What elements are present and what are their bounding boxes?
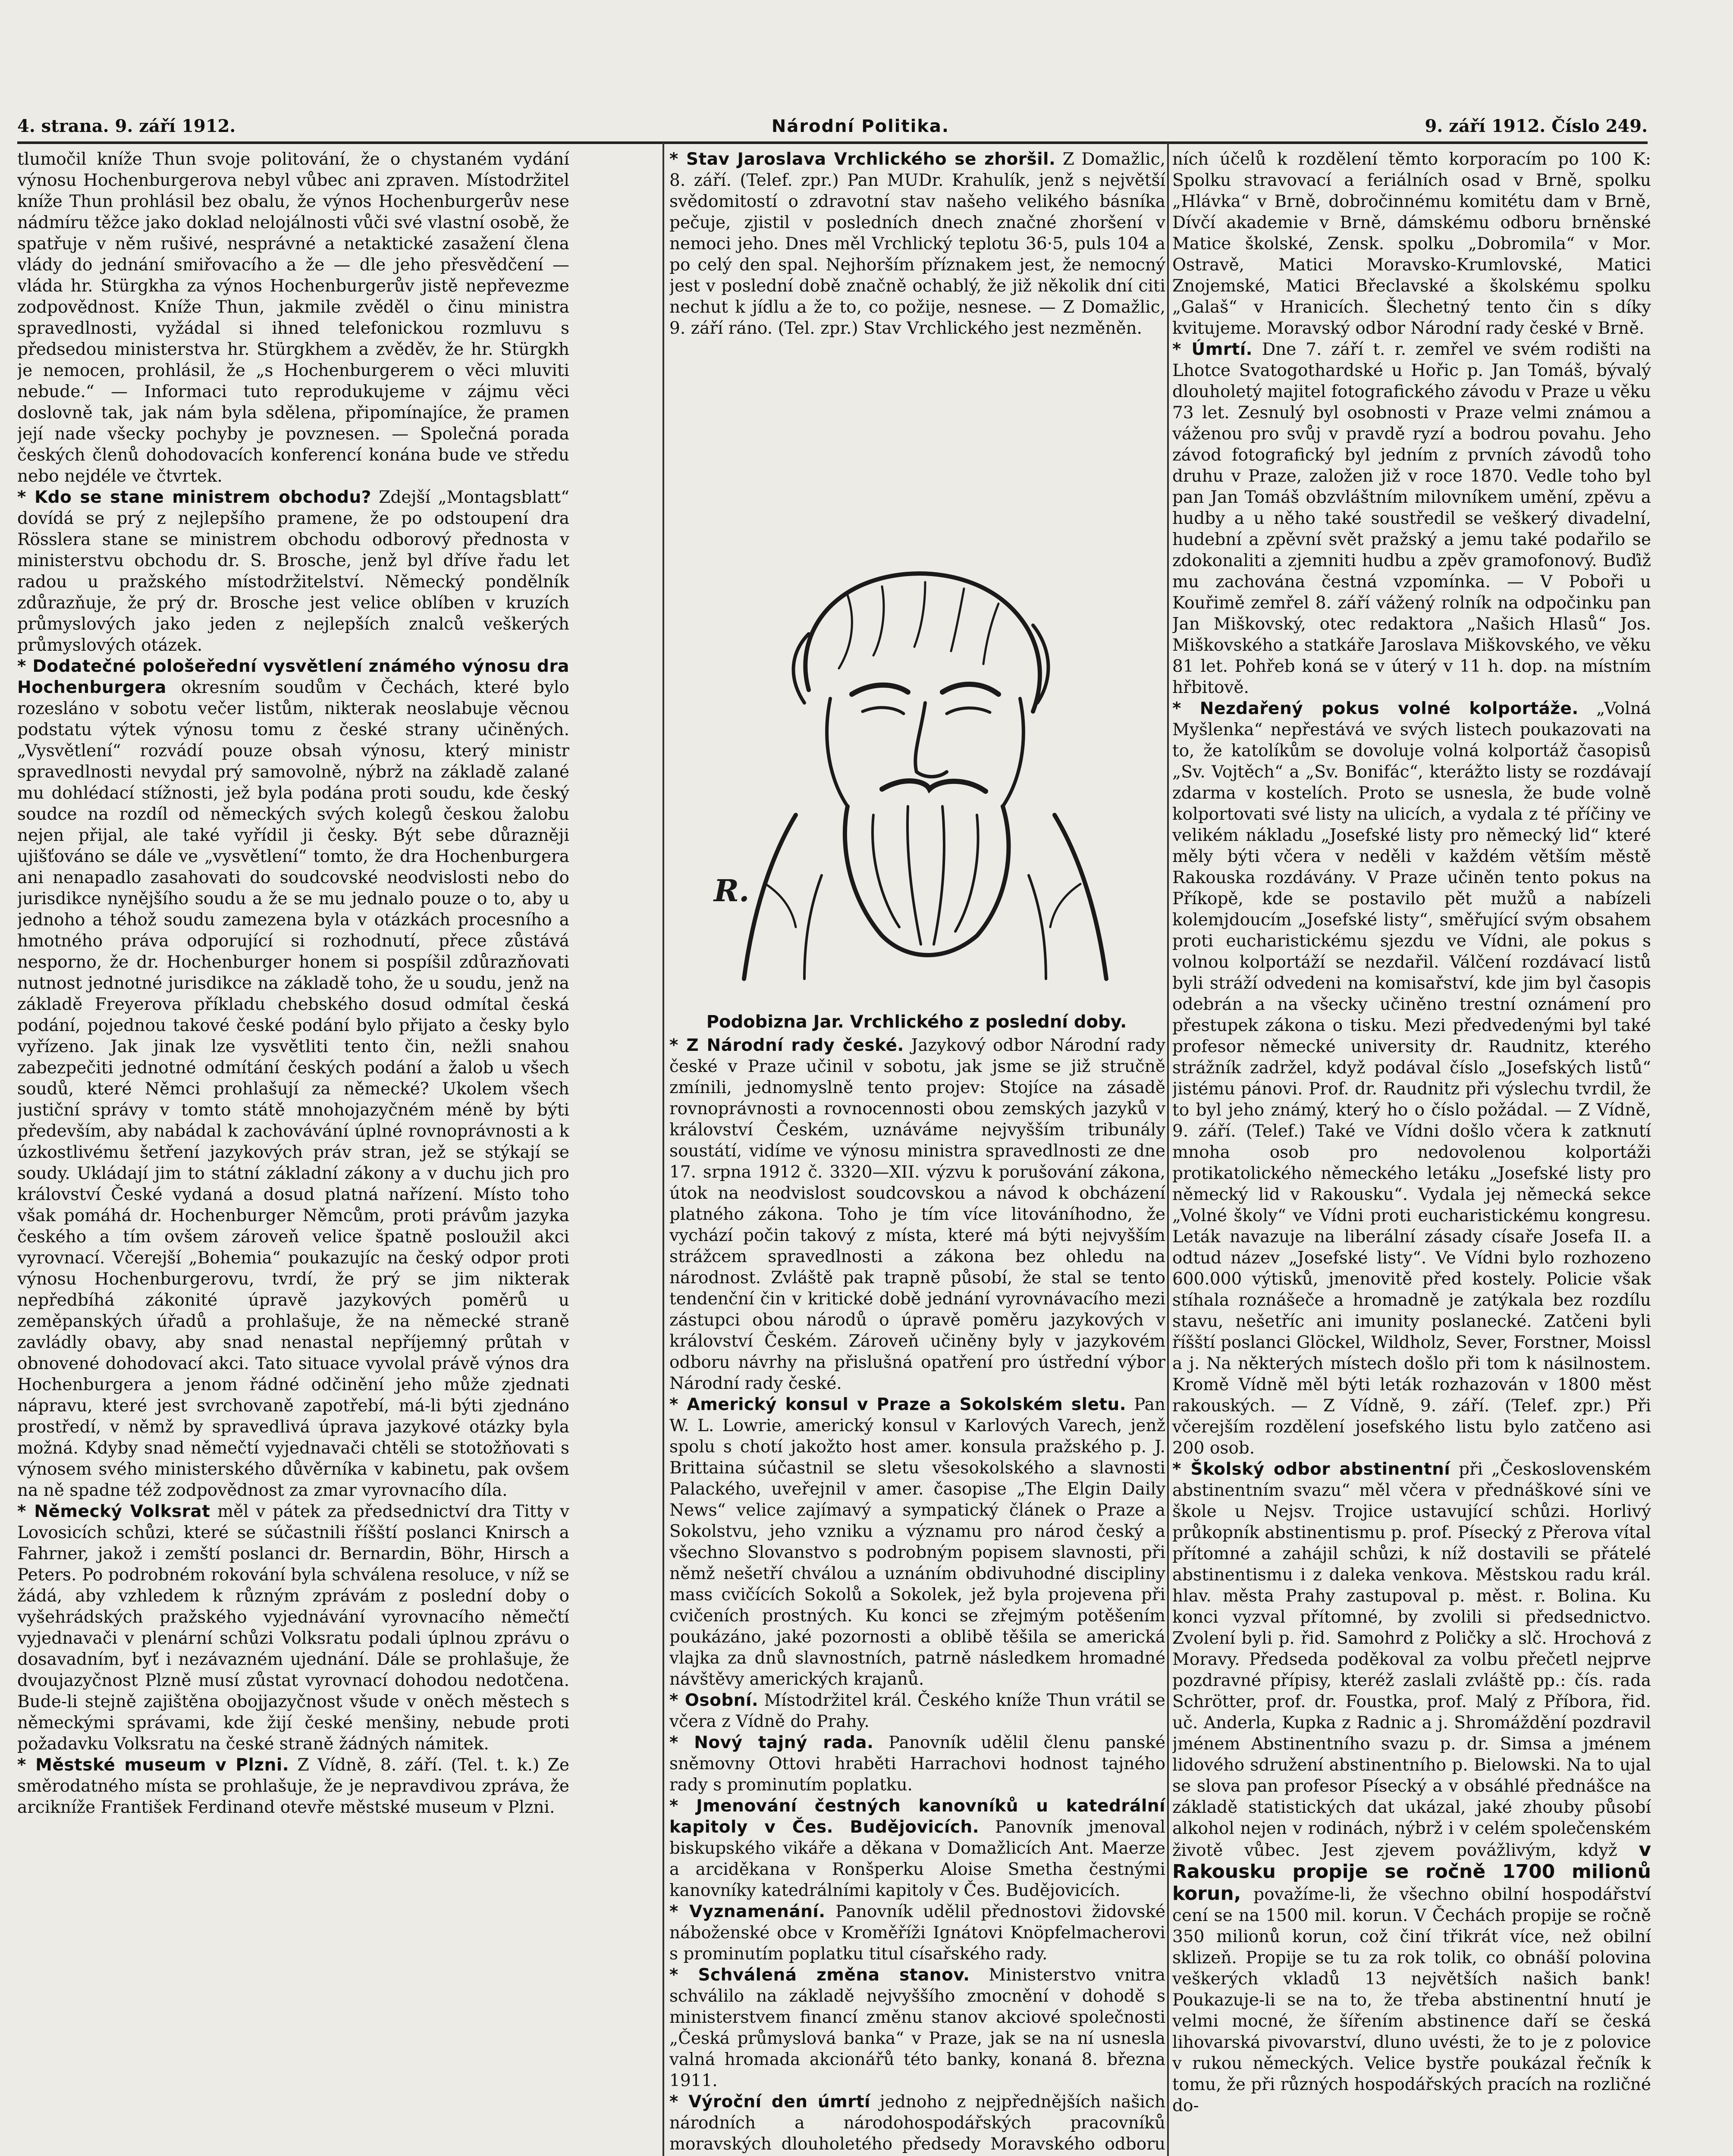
column-divider (1167, 142, 1169, 2156)
article-heading: * Osobní. (669, 1691, 759, 1710)
page-number-date: 4. strana. 9. září 1912. (17, 116, 236, 136)
article-heading: * Jmenování čestných kanovníků u katedrální kapitoly v Čes. Budějovicích. (669, 1796, 1165, 1837)
column-2-bottom (669, 1035, 1165, 2156)
article-heading: * Z Národní rady české. (669, 1036, 904, 1055)
issue-date-number: 9. září 1912. Číslo 249. (1425, 116, 1648, 136)
article-heading: * Dodatečné pološeřední vysvětlení známého výnosu dra Hochenburgera (17, 657, 569, 697)
article-heading: * Úmrtí. (1172, 340, 1253, 359)
page-header (17, 111, 1648, 141)
beard-outline (845, 806, 1009, 955)
column-divider (662, 142, 664, 2156)
article-heading: * Městské museum v Plzni. (17, 1755, 289, 1775)
article-heading: * Vyznamenání. (669, 1902, 826, 1921)
hair-outline (805, 573, 1040, 711)
article-paragraph: „Volná Myšlenka“ nepřestává ve svých listech poukazovati na to, že katolíkům se dovoluje volná kolportáž časopisů „Sv. Vojtěch“ a „Sv. Bonifác“, kterážto listy se rozdávají zdarma v kostelích. Proto se usnesla, že bude volně kolportovati své listy na ulicích, a vydala z té příčiny ve velikém nákladu „Josefské listy pro německý lid“ které měly býti včera v neděli v každém větším městě Rakouska rozdávány. V Praze učiněn tento pokus na Příkopě, kde se postavilo pět mužů a nabízeli kolemjdoucím „Josefské listy“, směřující svým obsahem proti eucharistickému sjezdu ve Vídni, ale pokus s volnou kolportáží se nezdařil. Válčení rozdávací listů byli stráží odvedeni na komisařství, kde jim byl časopis odebrán a na všecky učiněno trestní oznámení pro přestupek zákona o tisku. Mezi předvedenými byl také profesor německé university dr. Raudnitz, kterého strážník zadržel, když podával číslo „Josefských listů“ jistému pánovi. Prof. dr. Raudnitz při výslechu tvrdil, že to byl jeho známý, který ho o číslo požádal. — Z Vídně, 9. září. (Telef.) Také ve Vídni došlo včera k zatknutí mnoha osob pro nedovolenou kolportáži protikatolického německého letáku „Josefské listy pro německý lid v Rakousku“. Vydala jej německá sekce „Volné školy“ ve Vídni proti eucharistickému kongresu. Leták navazuje na liberální zásady císaře Josefa II. a odtud název „Josefské listy“. Ve Vídni bylo rozhozeno 600.000 výtisků, jmenovitě před kostely. Policie však stíhala roznášeče a hromadně je zatýkala bez rozdílu stavu, nešetříc ani imunity poslanecké. Zatčeni byli říšští poslanci Glöckel, Wildholz, Sever, Forstner, Moissl a j. Na některých místech došlo při tom k násilnostem. Kromě Vídně měl býti leták rozhazován v 1800 měst rakouských. — Z Vídně, 9. září. (Telef. zpr.) Při včerejším rozdělení josefského listu bylo zatčeno asi 200 osob. (1172, 699, 1651, 1458)
column-2-top (669, 149, 1165, 537)
article-paragraph: Místodržitel král. Českého kníže Thun vrátil se včera z Vídně do Prahy. (669, 1691, 1165, 1731)
article-paragraph: Panovník jmenoval biskupského vikáře a děkana v Domažlicích Ant. Maerze a arciděkana v Ronšperku Aloise Smetha čestnými kanovníky katedrálními kapitoly v Čes. Budějovicích. (669, 1818, 1165, 1900)
emphasis-statistic: v Rakousku propije se ročně 1700 milionů korun, (1172, 1839, 1651, 1905)
portrait-illustration (666, 548, 1162, 987)
article-heading: * Stav Jaroslava Vrchlického se zhoršil. (669, 150, 1056, 169)
article-paragraph: Zdejší „Montagsblatt“ dovídá se prý z nejlepšího pramene, že po odstoupení dra Rösslera stane se ministrem obchodu odborový přednosta v ministerstvu obchodu dr. S. Brosche, jenž byl dříve řadu let radou u pražského místodržitelství. Německý pondělník zdůrazňuje, že prý dr. Brosche jest velice oblíben v kruzích průmyslových jako jeden z nejlepších znalců veškerých průmyslových otázek. (17, 488, 569, 655)
article-paragraph: jednoho z nejpřednějších našich národních a národohospodářských pracovníků moravských dlouholetého předsedy Moravského odboru (669, 2092, 1165, 2154)
article-paragraph: Z Domažlic, 8. září. (Telef. zpr.) Pan MUDr. Krahulík, jenž s největší svědomitostí o zdravotní stav našeho velikého básníka pečuje, zjistil v posledních dnech značné zhoršení v nemoci jeho. Dnes měl Vrchlický teplotu 36·5, puls 104 a po celý den spal. Nejhorším příznakem jest, že nemocný jest v poslední době značně ochablý, že již několik dní citi nechut k jídlu a že to, co požije, nesnese. — Z Domažlic, 9. září ráno. (Tel. zpr.) Stav Vrchlického jest nezměněn. (669, 150, 1165, 338)
article-paragraph: Z Vídně, 8. září. (Tel. t. k.) Ze směrodatného místa se prohlašuje, že je nepravdivou zpráva, že arcikníže František Ferdinand otevře městské museum v Plzni. (17, 1755, 569, 1817)
article-paragraph: při „Československém abstinentním svazu“ měl včera v přednáškové síni ve škole u Nejsv. Trojice ustavující schůzi. Horlivý průkopník abstinentismu p. prof. Písecký z Přerova vítal přítomné a zahájil schůzi, k níž dostavili se přátelé abstinentismu i z daleka venkova. Městskou radu král. hlav. města Prahy zastupoval p. měst. r. Bolina. Ku konci vyzval přítomné, by zvolili si předsednictvo. Zvolení byli p. řid. Samohrd z Poličky a slč. Hrochová z Moravy. Předseda poděkoval za volbu přečetl nejprve pozdravné přípisy, kteréž zaslali zvláště pp.: čís. rada Schrötter, prof. dr. Foustka, prof. Malý z Příbora, řid. uč. Anderla, Kupka z Radnic a j. Shromáždění pozdravil jménem Abstinentního svazu p. dr. Simsa a jménem lidového sdružení abstinentního p. Bielowski. Na to ujal se slova pan profesor Písecký a v obsáhlé přednášce na základě statistických dat ukázal, jaké zhouby působí alkohol nejen v rodinách, nýbrž i v celém společenském životě vůbec. Jest zjevem povážlivým, když (1172, 1460, 1651, 1860)
article-heading: * Školský odbor abstinentní (1172, 1460, 1450, 1479)
article-paragraph: Panovník udělil přednostovi židovské náboženské obce v Kroměříži Ignátovi Knöpfelmacherovi s prominutím poplatku titul císařského rady. (669, 1902, 1165, 1964)
article-heading: * Kdo se stane ministrem obchodu? (17, 488, 371, 507)
header-rule (17, 141, 1648, 144)
article-paragraph: měl v pátek za předsednictví dra Titty v Lovosicích schůzi, které se súčastnili říšští poslanci Knirsch a Fahrner, jakož i zemští poslanci dr. Bernardin, Böhr, Hirsch a Peters. Po podrobném rokování byla schválena resoluce, v níž se žádá, aby vzhledem k různým zprávám z poslední doby o vyšehrádských pražského vyjednávání vyrovnacího němečtí vyjednavači v plenární schůzi Volksratu podali úplnou zprávu o dosavadním, byť i nezávazném ujednání. Dále se prohlašuje, že dvoujazyčnost Plzně musí zůstat vyrovnací dohodou nedotčena. Bude-li stejně zajištěna obojjazyčnost všude v oněch městech s německými správami, kde žijí české menšiny, nebude proti požadavku Volksratu na české straně žádných námitek. (17, 1502, 569, 1754)
article-paragraph: Pan W. L. Lowrie, americký konsul v Karlových Varech, jenž spolu s chotí jakožto host amer. konsula pražského p. J. Brittaina súčastnil se sletu všesokolského a slavnosti Palackého, uveřejnil v amer. časopise „The Elgin Daily News“ velice zajímavý a sympatický článek o Praze a Sokolstvu, jeho vzniku a významu pro národ český a všechno Slovanstvo s podrobným popisem slavnosti, při němž nešetří chválou a uznáním obdivuhodné discipliny mass cvičících Sokolů a Sokolek, jež byla projevena při cvičeních prostných. Ku konci se zřejmým potěšením poukázáno, jaké pozornosti a oblibě těšila se americká vlajka za dnů slavnostních, patrně následkem hromadné návštěvy amerických krajanů. (669, 1395, 1165, 1689)
article-paragraph: považíme-li, že všechno obilní hospodářství cení se na 1500 mil. korun. V Čechách propije se ročně 350 milionů korun, což činí třikrát více, než obilní sklizeň. Propije se tu za rok tolik, co obnáší polovina veškerých vkladů 13 největších našich bank! Poukazuje-li se na to, že třeba abstinentní hnutí je velmi mocné, že šířením abstinence daří se česká lihovarská pivovarství, dluno uvésti, že to je z polovice v rukou německých. Velice bystře poukázal řečník k tomu, že při různých hospodářských pracích na rozličné do- (1172, 1885, 1651, 2115)
article-heading: * Německý Volksrat (17, 1502, 210, 1521)
artist-signature: R. (714, 873, 750, 909)
article-paragraph: Jazykový odbor Národní rady české v Praze učinil v sobotu, jak jsme se již stručně zmínili, jednomyslně tento projev: Stojíce na zásadě rovnoprávnosti a rovnocennosti obou zemských jazyků v království Českém, uznáváme nejvyšším tribunály soustátí, vidíme ve výnosu ministra spravedlnosti ze dne 17. srpna 1912 č. 3320—XII. výzvu k porušování zákona, útok na neodvislost soudcovskou a návod k obcházení platného zákona. Toho je tím více litováníhodno, že vychází počin takový z místa, které má býti nejvyšším strážcem spravedlnosti a zákona bez ohledu na národnost. Zvláště pak trapně působí, že stal se tento tendenční čin v kritické době jednání vyrovnávacího mezi zástupci obou národů o úpravě poměru jazykových v království Českém. Zároveň učiněny byly v jazykovém odboru návrhy na přislušná opatření pro ústřední výbor Národní rady české. (669, 1036, 1165, 1393)
article-heading: * Schválená změna stanov. (669, 1965, 970, 1985)
masthead-title: Národní Politika. (771, 116, 950, 136)
article-paragraph: ních účelů k rozdělení těmto korporacím po 100 K: Spolku stravovací a feriálních osad v Brně, spolku „Hlávka“ v Brně, dobročinnému komitétu dam v Brně, Dívčí akademie v Brně, dámskému odboru brněnské Matice školské, Zensk. spolku „Dobromila“ v Mor. Ostravě, Matici Moravsko-Krumlovské, Matici Znojemské, Matici Břeclavské a školskému spolku „Galaš“ v Hranicích. Šlechetný tento čin s díky kvitujeme. Moravský odbor Národní rady české v Brně. (1172, 150, 1651, 338)
portrait-caption: Podobizna Jar. Vrchlického z poslední doby. (706, 1012, 1127, 1032)
article-heading: * Výroční den úmrtí (669, 2092, 871, 2112)
column-3 (1172, 149, 1651, 2156)
article-paragraph: Dne 7. září t. r. zemřel ve svém rodišti na Lhotce Svatogothardské u Hořic p. Jan Tomáš, bývalý dlouholetý majitel fotografického závodu v Praze u věku 73 let. Zesnulý byl osobnosti v Praze velmi známou a váženou pro svůj v pravdě ryzí a bodrou povahu. Jeho závod fotografický byl jedním z prvních závodů toho druhu v Praze, založen již v roce 1870. Vedle toho byl pan Jan Tomáš obzvláštním milovníkem umění, zpěvu a hudby a u něho také soustředil se veškerý divadelní, hudební a zpěvní svět pražský a jemu také podařilo se zdokonaliti a zjemniti hudbu a zpěv gramofonový. Buďiž mu zachována čestná vzpomínka. — V Poboři u Kouřimě zemřel 8. září vážený rolník na odpočinku pan Jan Miškovský, otec redaktora „Našich Hlasů“ Jos. Miškovského a statkáře Jaroslava Miškovského, ve věku 81 let. Pohřeb koná se v úterý v 11 h. dop. na místním hřbitově. (1172, 340, 1651, 697)
article-paragraph: okresním soudům v Čechách, které bylo rozesláno v sobotu večer listům, nikterak neoslabuje věcnou podstatu výtek výnosu tomu z české strany učiněných. „Vysvětlení“ rozvádí pouze obsah výnosu, který ministr spravedlnosti nevydal prý samovolně, nýbrž na základě zalané mu dohlédací stížnosti, jež byla podána proti soudu, kde český soudce na rozdíl od německých svých kolegů českou žalobu nejen přijal, ale také vyřídil ji česky. Být sebe důrazněji ujišťováno se dále ve „vysvětlení“ tomto, že dra Hochenburgera ani nenapadlo zasahovati do soudcovské neodvislosti nebo do jurisdikce nynějšího soudu a že se mu jednalo pouze o to, aby u jednoho a téhož soudu zamezena byla v otázkách procesního a hmotného práva odporující si rozhodnutí, přece zůstává nesporno, že dr. Hochenburger honem si pospíšil zdůrazňovati nutnost jednotné jurisdikce na základě toho, že u soudu, jenž na základě Freyerova příkladu chebského dosud odmítal česká podání, pojednou takové české podání bylo přijato a česky bylo vyřízeno. Jak jinak lze vysvětliti tento čin, nežli snahou zabezpečiti jednotné odmítání českých podání a žalob u všech soudů, které Němci prohlašují za německé? Ukolem všech justiční správy v tomto státě mnohojazyčném méně by býti především, aby nabádal k zachovávání úplné rovnoprávnosti a k úzkostlivému šetření jazykových práv stran, jež se stýkají se soudy. Ukládají jim to státní základní zákony a v duchu jich pro království České vydaná a dosud platná nařízení. Místo toho však pomáhá dr. Hochenburger Němcům, proti právům jazyka českého a tím ovšem zároveň velice špatně posloužil akci vyrovnací. Včerejší „Bohemia“ poukazujíc na český odpor proti výnosu Hochenburgerovu, tvrdí, že prý se jim nikterak nepředbíhá zákonité úpravě jazykových poměrů u zeměpanských úřadů a prohlašuje, že na německé straně zavládly obavy, aby snad nenastal nepříjemný průtah v obnovené dohodovací akci. Tato situace vyvolal právě výnos dra Hochenburgera a jenom řádné odčinění jeho může zjednati nápravu, které jest svrchovaně zapotřebí, má-li býti zjednáno prostředí, v němž by spravedlivá úprava jazykové otázky byla možná. Kdyby snad němečtí vyjednavači chtěli se stotožňovati s výnosem svého ministerského důvěrníka v kabinetu, pak ovšem na ně spadne též zodpovědnost za zmar vyrovnacího díla. (17, 678, 569, 1500)
article-paragraph: tlumočil kníže Thun svoje politování, že o chystaném vydání výnosu Hochenburgerova nebyl vůbec ani zpraven. Místodržitel kníže Thun prohlásil bez obalu, že výnos Hochenburgerův nese nádmíru těžce jako doklad nelojálnosti vůči své vlastní osobě, že spatřuje v něm rušivé, nesprávné a netaktické zasažení člena vlády do jednání smiřovacího a že — dle jeho přesvědčení — vláda hr. Stürgkha za výnos Hochenburgerův jistě nepřevezme zodpovědnost. Kníže Thun, jakmile zvěděl o činu ministra spravedlnosti, vyžádal si ihned telefonickou rozmluvu s předsedou ministerstva hr. Stürgkhem a zvěděv, že hr. Stürgkh je nemocen, prohlásil, že „s Hochenburgerem o věci mluviti nebude.“ — Informaci tuto reprodukujeme v zájmu věci doslovně tak, jak nám byla sdělena, připomínajíce, že pramen její nade všecky pochyby je povznesen. — Společná porada českých členů dohodovacích konferencí konána bude ve středu nebo nejdéle ve čtvrtek. (17, 150, 569, 486)
article-heading: * Nový tajný rada. (669, 1733, 874, 1752)
column-1 (17, 149, 569, 2156)
article-paragraph: Ministerstvo vnitra schválilo na základě nejvyššího zmocnění v dohodě s ministerstvem financí změnu stanov akciové společnosti „Česká průmyslová banka“ v Praze, jak se na ní usnesla valná hromada akcionářů této banky, konaná 8. března 1911. (669, 1965, 1165, 2090)
article-paragraph: Panovník udělil členu panské sněmovny Ottovi hraběti Harrachovi hodnost tajného rady s prominutím poplatku. (669, 1733, 1165, 1795)
article-heading: * Americký konsul v Praze a Sokolském sletu. (669, 1395, 1127, 1414)
article-heading: * Nezdařený pokus volné kolportáže. (1172, 699, 1579, 718)
